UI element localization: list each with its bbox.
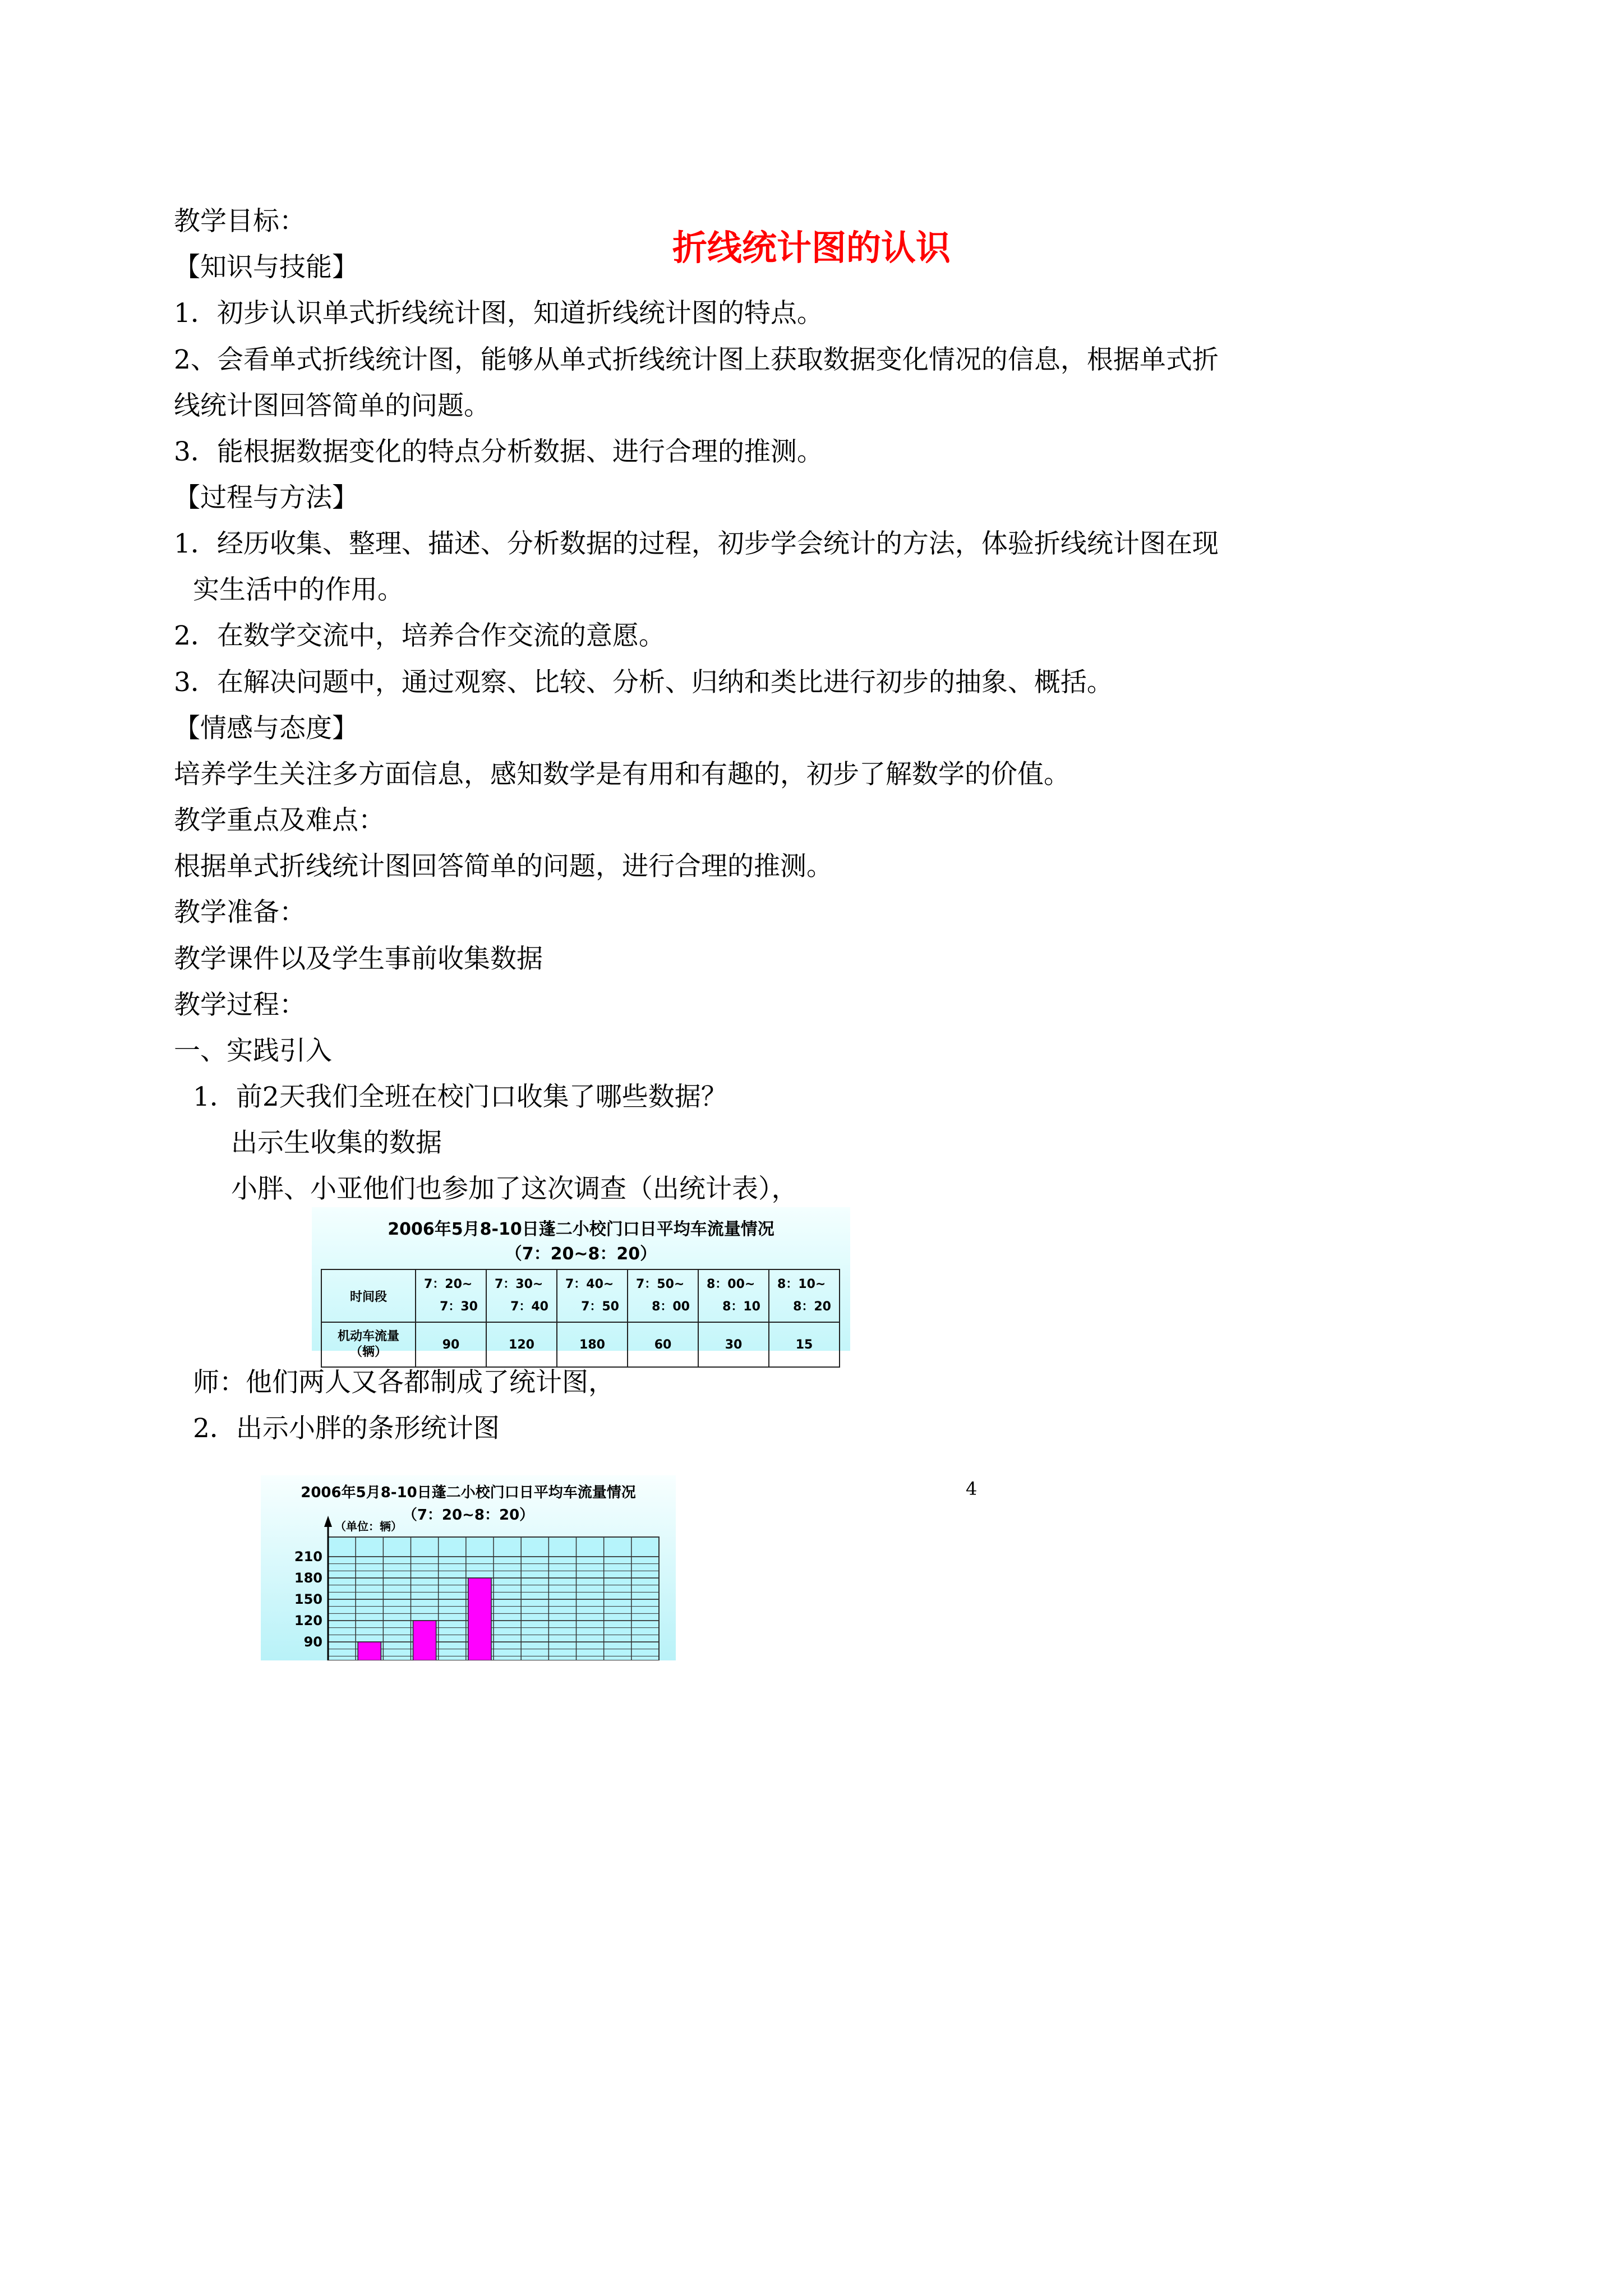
y-axis-label: （单位：辆） (335, 1520, 402, 1533)
table-subtitle: （7：20~8：20） (505, 1244, 657, 1264)
y-tick-label: 150 (294, 1591, 322, 1607)
table-title: 2006年5月8-10日蓬二小校门口日平均车流量情况 (388, 1220, 774, 1239)
table-cell: 60 (628, 1322, 698, 1367)
text-line: 实生活中的作用。 (193, 574, 404, 605)
bar (413, 1621, 436, 1660)
y-tick-label: 120 (294, 1613, 322, 1628)
section-heading: 【情感与态度】 (174, 713, 358, 744)
text-line: 教学课件以及学生事前收集数据 (174, 944, 543, 974)
y-tick-label: 90 (303, 1634, 322, 1650)
text-line: 出示生收集的数据 (231, 1128, 442, 1158)
table-cell: 8：00~ 8：10 (698, 1269, 769, 1322)
y-tick-label: 210 (294, 1549, 322, 1565)
bar (468, 1578, 491, 1660)
table-cell: 30 (698, 1322, 769, 1367)
text-line: 培养学生关注多方面信息，感知数学是有用和有趣的，初步了解数学的价值。 (174, 759, 1070, 790)
text-line: 线统计图回答简单的问题。 (174, 390, 490, 421)
table-cell: 7：50~ 8：00 (628, 1269, 698, 1322)
table-cell: 120 (486, 1322, 557, 1367)
text-line: 2．在数学交流中，培养合作交流的意愿。 (174, 620, 665, 651)
table-cell: 15 (769, 1322, 840, 1367)
table-header-cell: 时间段 (321, 1269, 416, 1322)
text-line: 教学准备： (174, 897, 306, 928)
bar-chart-image (261, 1475, 676, 1660)
text-line: 师：他们两人又各都制成了统计图， (193, 1367, 615, 1398)
text-line: 2、会看单式折线统计图，能够从单式折线统计图上获取数据变化情况的信息，根据单式折 (174, 344, 1219, 375)
text-line: 教学目标： (174, 206, 306, 237)
table-header-cell: 机动车流量 （辆） (321, 1322, 416, 1367)
section-heading: 【知识与技能】 (174, 252, 358, 283)
table-cell: 7：20~ 7：30 (416, 1269, 486, 1322)
table-cell: 90 (416, 1322, 486, 1367)
table-cell: 7：40~ 7：50 (557, 1269, 628, 1322)
bar (358, 1642, 381, 1660)
text-line: 1．前2天我们全班在校门口收集了哪些数据？ (193, 1082, 727, 1112)
text-line: 3．在解决问题中，通过观察、比较、分析、归纳和类比进行初步的抽象、概括。 (174, 667, 1113, 698)
traffic-table-image (312, 1207, 850, 1359)
text-line: 2．出示小胖的条形统计图 (193, 1413, 500, 1444)
traffic-table (321, 1269, 840, 1368)
section-heading: 【过程与方法】 (174, 482, 358, 513)
table-cell: 7：30~ 7：40 (486, 1269, 557, 1322)
bar-chart (261, 1475, 676, 1660)
text-line: 3．能根据数据变化的特点分析数据、进行合理的推测。 (174, 436, 823, 467)
text-line: 教学过程： (174, 990, 306, 1020)
text-line: 根据单式折线统计图回答简单的问题，进行合理的推测。 (174, 851, 833, 882)
page-number: 4 (966, 1478, 978, 1499)
text-line: 1．初步认识单式折线统计图，知道折线统计图的特点。 (174, 298, 823, 329)
chart-title: 2006年5月8-10日蓬二小校门口日平均车流量情况 (301, 1484, 636, 1501)
table-cell: 8：10~ 8：20 (769, 1269, 840, 1322)
text-line: 1．经历收集、整理、描述、分析数据的过程，初步学会统计的方法，体验折线统计图在现 (174, 528, 1219, 559)
text-line: 一、实践引入 (174, 1036, 332, 1066)
text-line: 教学重点及难点： (174, 805, 385, 836)
text-line: 小胖、小亚他们也参加了这次调查（出统计表）， (231, 1174, 798, 1204)
chart-subtitle: （7：20~8：20） (402, 1507, 534, 1524)
table-cell: 180 (557, 1322, 628, 1367)
page-title: 折线统计图的认识 (672, 227, 951, 268)
y-axis-arrow (324, 1516, 332, 1527)
y-tick-label: 180 (294, 1570, 322, 1586)
